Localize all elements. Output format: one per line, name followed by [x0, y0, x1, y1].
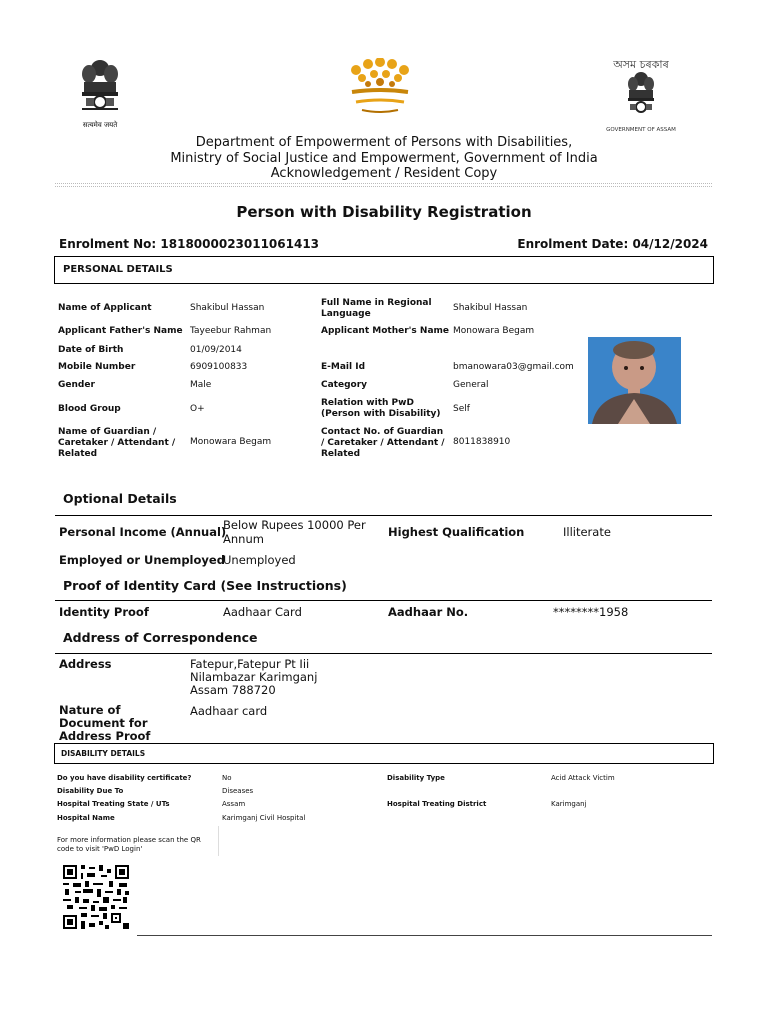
address-doc-value: Aadhaar card [190, 704, 268, 718]
assam-govt-caption: GOVERNMENT OF ASSAM [606, 127, 676, 133]
name-label: Name of Applicant [58, 303, 152, 313]
address-label: Address [59, 657, 112, 671]
mother-value: Monowara Begam [453, 326, 535, 336]
footer-rule [137, 935, 712, 936]
disability-type-label: Disability Type [387, 774, 445, 782]
gender-value: Male [190, 380, 212, 390]
relation-value: Self [453, 404, 470, 414]
india-emblem-caption: सत्यमेव जयते [82, 121, 118, 129]
relation-label: Relation with PwD (Person with Disability) [321, 398, 441, 419]
qualification-value: Illiterate [563, 525, 611, 539]
employed-value: Unemployed [223, 553, 296, 567]
blood-group-label: Blood Group [58, 404, 121, 414]
name-value: Shakibul Hassan [190, 303, 265, 313]
disability-details-box [54, 743, 714, 764]
assam-emblem [622, 70, 660, 124]
page-title: Person with Disability Registration [236, 203, 532, 221]
enrolment-no-label: Enrolment No: [59, 237, 157, 251]
identity-proof-label: Identity Proof [59, 605, 149, 619]
hospital-state-label: Hospital Treating State / UTs [57, 800, 170, 808]
identity-rule [55, 600, 712, 601]
guardian-label: Name of Guardian / Caretaker / Attendant / Related [58, 427, 176, 459]
disability-type-value: Acid Attack Victim [551, 774, 615, 782]
ministry-line: Ministry of Social Justice and Empowerment, Government of India [170, 151, 598, 166]
disability-due-label: Disability Due To [57, 787, 124, 795]
address-line-1: Fatepur,Fatepur Pt Iii [190, 657, 310, 671]
income-value: Below Rupees 10000 Per Annum [223, 518, 366, 546]
dob-label: Date of Birth [58, 345, 124, 355]
hospital-state-value: Assam [222, 800, 246, 808]
gender-label: Gender [58, 380, 95, 390]
assam-govt-top-text: অসম চৰকাৰ [613, 58, 669, 71]
address-line-3: Assam 788720 [190, 683, 276, 697]
email-value: bmanowara03@gmail.com [453, 362, 574, 372]
qr-code[interactable] [63, 865, 129, 929]
address-rule [55, 653, 712, 654]
regional-name-value: Shakibul Hassan [453, 303, 528, 313]
blood-group-value: O+ [190, 404, 205, 414]
hospital-district-label: Hospital Treating District [387, 800, 487, 808]
address-line-2: Nilambazar Karimganj [190, 670, 318, 684]
india-emblem [74, 58, 126, 120]
hospital-name-value: Karimganj Civil Hospital [222, 814, 306, 822]
aadhaar-label: Aadhaar No. [388, 605, 469, 619]
certificate-label: Do you have disability certificate? [57, 774, 192, 782]
guardian-value: Monowara Begam [190, 437, 272, 447]
dept-line: Department of Empowerment of Persons with Disabilities, [195, 135, 573, 150]
personal-details-box [54, 256, 714, 284]
copy-line: Acknowledgement / Resident Copy [270, 166, 498, 181]
employed-label: Employed or Unemployed [59, 553, 225, 567]
amrit-mahotsav-logo [344, 58, 416, 118]
guardian-contact-label: Contact No. of Guardian / Caretaker / Attendant / Related [321, 427, 445, 459]
father-value: Tayeebur Rahman [190, 326, 272, 336]
dob-value: 01/09/2014 [190, 345, 242, 355]
enrolment-no-value: 1818000023011061413 [160, 237, 320, 251]
hospital-name-label: Hospital Name [57, 814, 115, 822]
applicant-photo [588, 337, 681, 424]
address-doc-label: Nature of Document for Address Proof [59, 703, 151, 743]
guardian-contact-value: 8011838910 [453, 437, 511, 447]
mobile-value: 6909100833 [190, 362, 248, 372]
category-value: General [453, 380, 489, 390]
hospital-district-value: Karimganj [551, 800, 587, 808]
disability-due-value: Diseases [222, 787, 254, 795]
enrolment-no [59, 237, 319, 251]
category-label: Category [321, 380, 368, 390]
email-label: E-Mail Id [321, 362, 366, 372]
regional-name-label: Full Name in Regional Language [321, 298, 432, 319]
disability-details-heading: DISABILITY DETAILS [61, 749, 146, 758]
enrolment-date-value: 04/12/2024 [632, 237, 708, 251]
personal-details-heading: PERSONAL DETAILS [63, 264, 173, 275]
identity-proof-value: Aadhaar Card [223, 605, 302, 619]
optional-details-heading: Optional Details [63, 491, 177, 506]
enrolment-date-label: Enrolment Date: [517, 237, 629, 251]
optional-rule [55, 515, 712, 516]
qr-note: For more information please scan the QR code to visit 'PwD Login' [57, 836, 201, 853]
identity-heading: Proof of Identity Card (See Instructions) [63, 578, 347, 593]
aadhaar-value: ********1958 [553, 605, 629, 619]
father-label: Applicant Father's Name [58, 326, 183, 336]
enrolment-date [517, 237, 708, 251]
qualification-label: Highest Qualification [388, 525, 525, 539]
income-label: Personal Income (Annual) [59, 525, 227, 539]
address-heading: Address of Correspondence [63, 630, 258, 645]
mobile-label: Mobile Number [58, 362, 136, 372]
certificate-value: No [222, 774, 232, 782]
mother-label: Applicant Mother's Name [321, 326, 449, 336]
header-divider-2 [55, 186, 712, 187]
header-divider [55, 183, 712, 184]
